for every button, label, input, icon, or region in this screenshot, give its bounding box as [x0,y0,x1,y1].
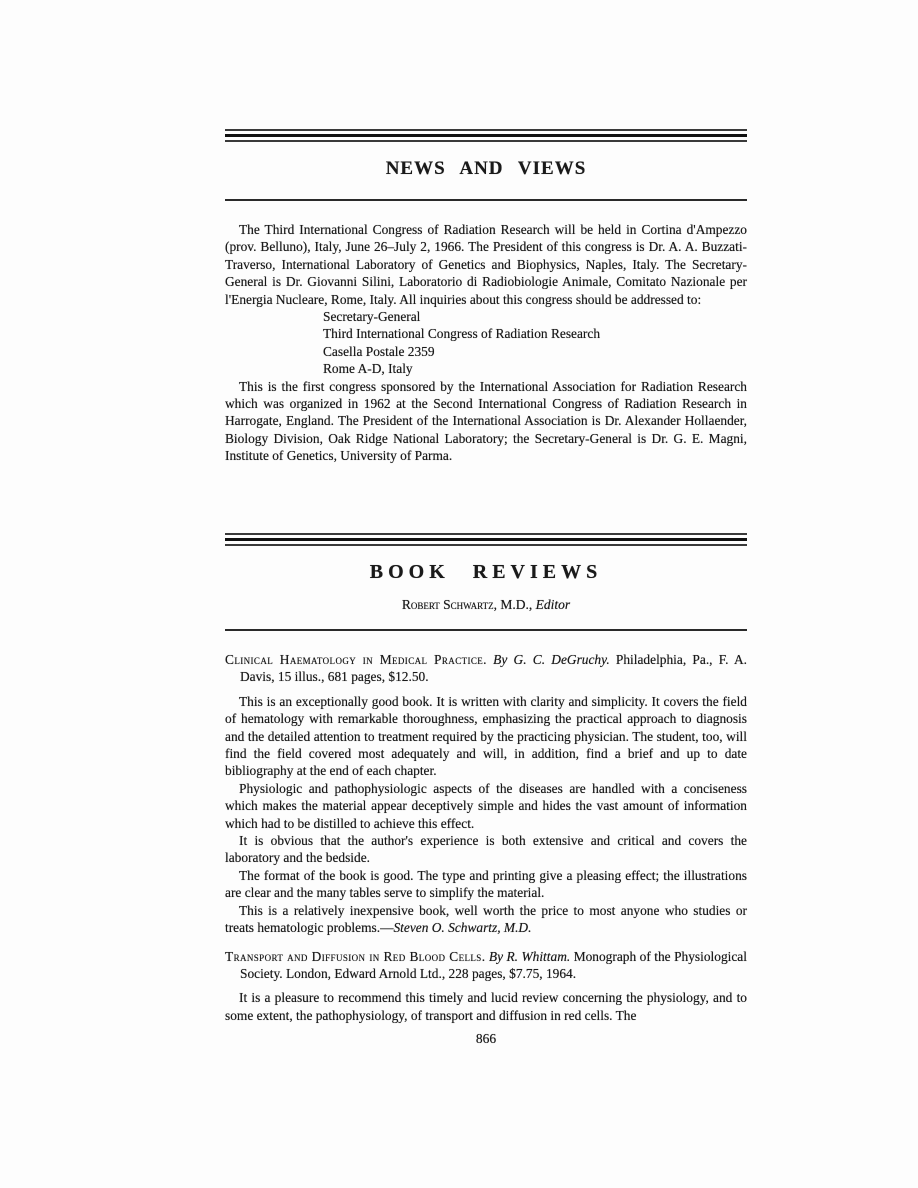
news-body [225,221,747,465]
address-line-4: Rome A-D, Italy [323,361,413,377]
congress-address-block [323,308,747,378]
editor-line [225,596,747,613]
book-review-transport-diffusion [225,948,747,1025]
review-paragraph: It is obvious that the author's experience is both extensive and critical and covers the laboratory and the bedside. [225,833,747,866]
book-reviews-title: BOOK REVIEWS [369,561,603,583]
review-paragraph: This is an exceptionally good book. It is written with clarity and simplicity. It covers the field of hematology with remarkable thoroughness, emphasizing the practical approach to diagnosis and the detailed attention to treatment required by the practicing physician. The student, too, will find the field covered most adequately and will, in addition, find a brief and up to date bibliography at the end of each chapter. [225,693,747,779]
reviewer-signature: Steven O. Schwartz, M.D. [393,920,532,936]
review-publication-details: Philadelphia, Pa., F. A. Davis, 15 illus., 681 pages, $12.50. [240,652,747,685]
news-and-views-section [225,129,747,465]
news-title-underline-rule [225,199,747,201]
review-paragraph: The format of the book is good. The type and printing give a pleasing effect; the illustrations are clear and the many tables serve to simplify the material. [225,867,747,901]
review-body [225,693,747,937]
section-top-rule [225,533,747,546]
address-line-3: Casella Postale 2359 [323,343,435,359]
book-reviews-section [225,533,747,1047]
review-byline: By R. Whittam. [488,948,571,964]
review-heading [225,651,747,686]
book-review-clinical-haematology [225,651,747,937]
review-heading [225,948,747,983]
news-section-title: NEWS AND VIEWS [385,158,587,179]
address-line-2: Third International Congress of Radiation Research [323,326,601,342]
review-byline: By G. C. DeGruchy. [493,652,610,667]
editor-name: Robert Schwartz, M.D., [401,597,533,612]
review-book-title: Transport and Diffusion in Red Blood Cells. [225,948,486,964]
review-publication-details: Monograph of the Physiological Society. London, Edward Arnold Ltd., 228 pages, $7.75, 1964. [240,948,747,981]
address-line-1: Secretary-General [323,309,421,325]
review-book-title: Clinical Haematology in Medical Practice. [225,652,487,667]
editor-role: Editor [535,597,571,612]
review-closing-paragraph [225,902,747,937]
review-paragraph: It is a pleasure to recommend this timely and lucid review concerning the physiology, and to some extent, the pathophysiology, of transport and diffusion in red cells. The [225,990,747,1023]
review-closing-text: This is a relatively inexpensive book, well worth the price to most anyone who studies or treats hematologic problems.— [225,902,747,936]
section-top-rule [225,129,747,142]
review-paragraph: Physiologic and pathophysiologic aspects of the diseases are handled with a conciseness which makes the material appear deceptively simple and hides the vast amount of information which had to be distilled to achieve this effect. [225,780,747,831]
editor-underline-rule [225,629,747,631]
page-number: 866 [475,1031,497,1047]
review-body [225,989,747,1024]
news-paragraph-1: The Third International Congress of Radiation Research will be held in Cortina d'Ampezzo (prov. Belluno), Italy, June 26–July 2, 1966. The President of this congress is Dr. A. A. Buzzati-Traverso, International Laboratory of Genetics and Biophysics, Naples, Italy. The Secretary-General is Dr. Giovanni Silini, Laboratorio di Radiobiologie Animale, Comitato Nazionale per l'Energia Nucleare, Rome, Italy. All inquiries about this congress should be addressed to: [225,222,747,307]
news-paragraph-2: This is the first congress sponsored by the International Association for Radiation Research which was organized in 1962 at the Second International Congress of Radiation Research in Harrogate, England. The President of the International Association is Dr. Alexander Hollaender, Biology Division, Oak Ridge National Laboratory; the Secretary-General is Dr. G. E. Magni, Institute of Genetics, University of Parma. [225,378,747,464]
